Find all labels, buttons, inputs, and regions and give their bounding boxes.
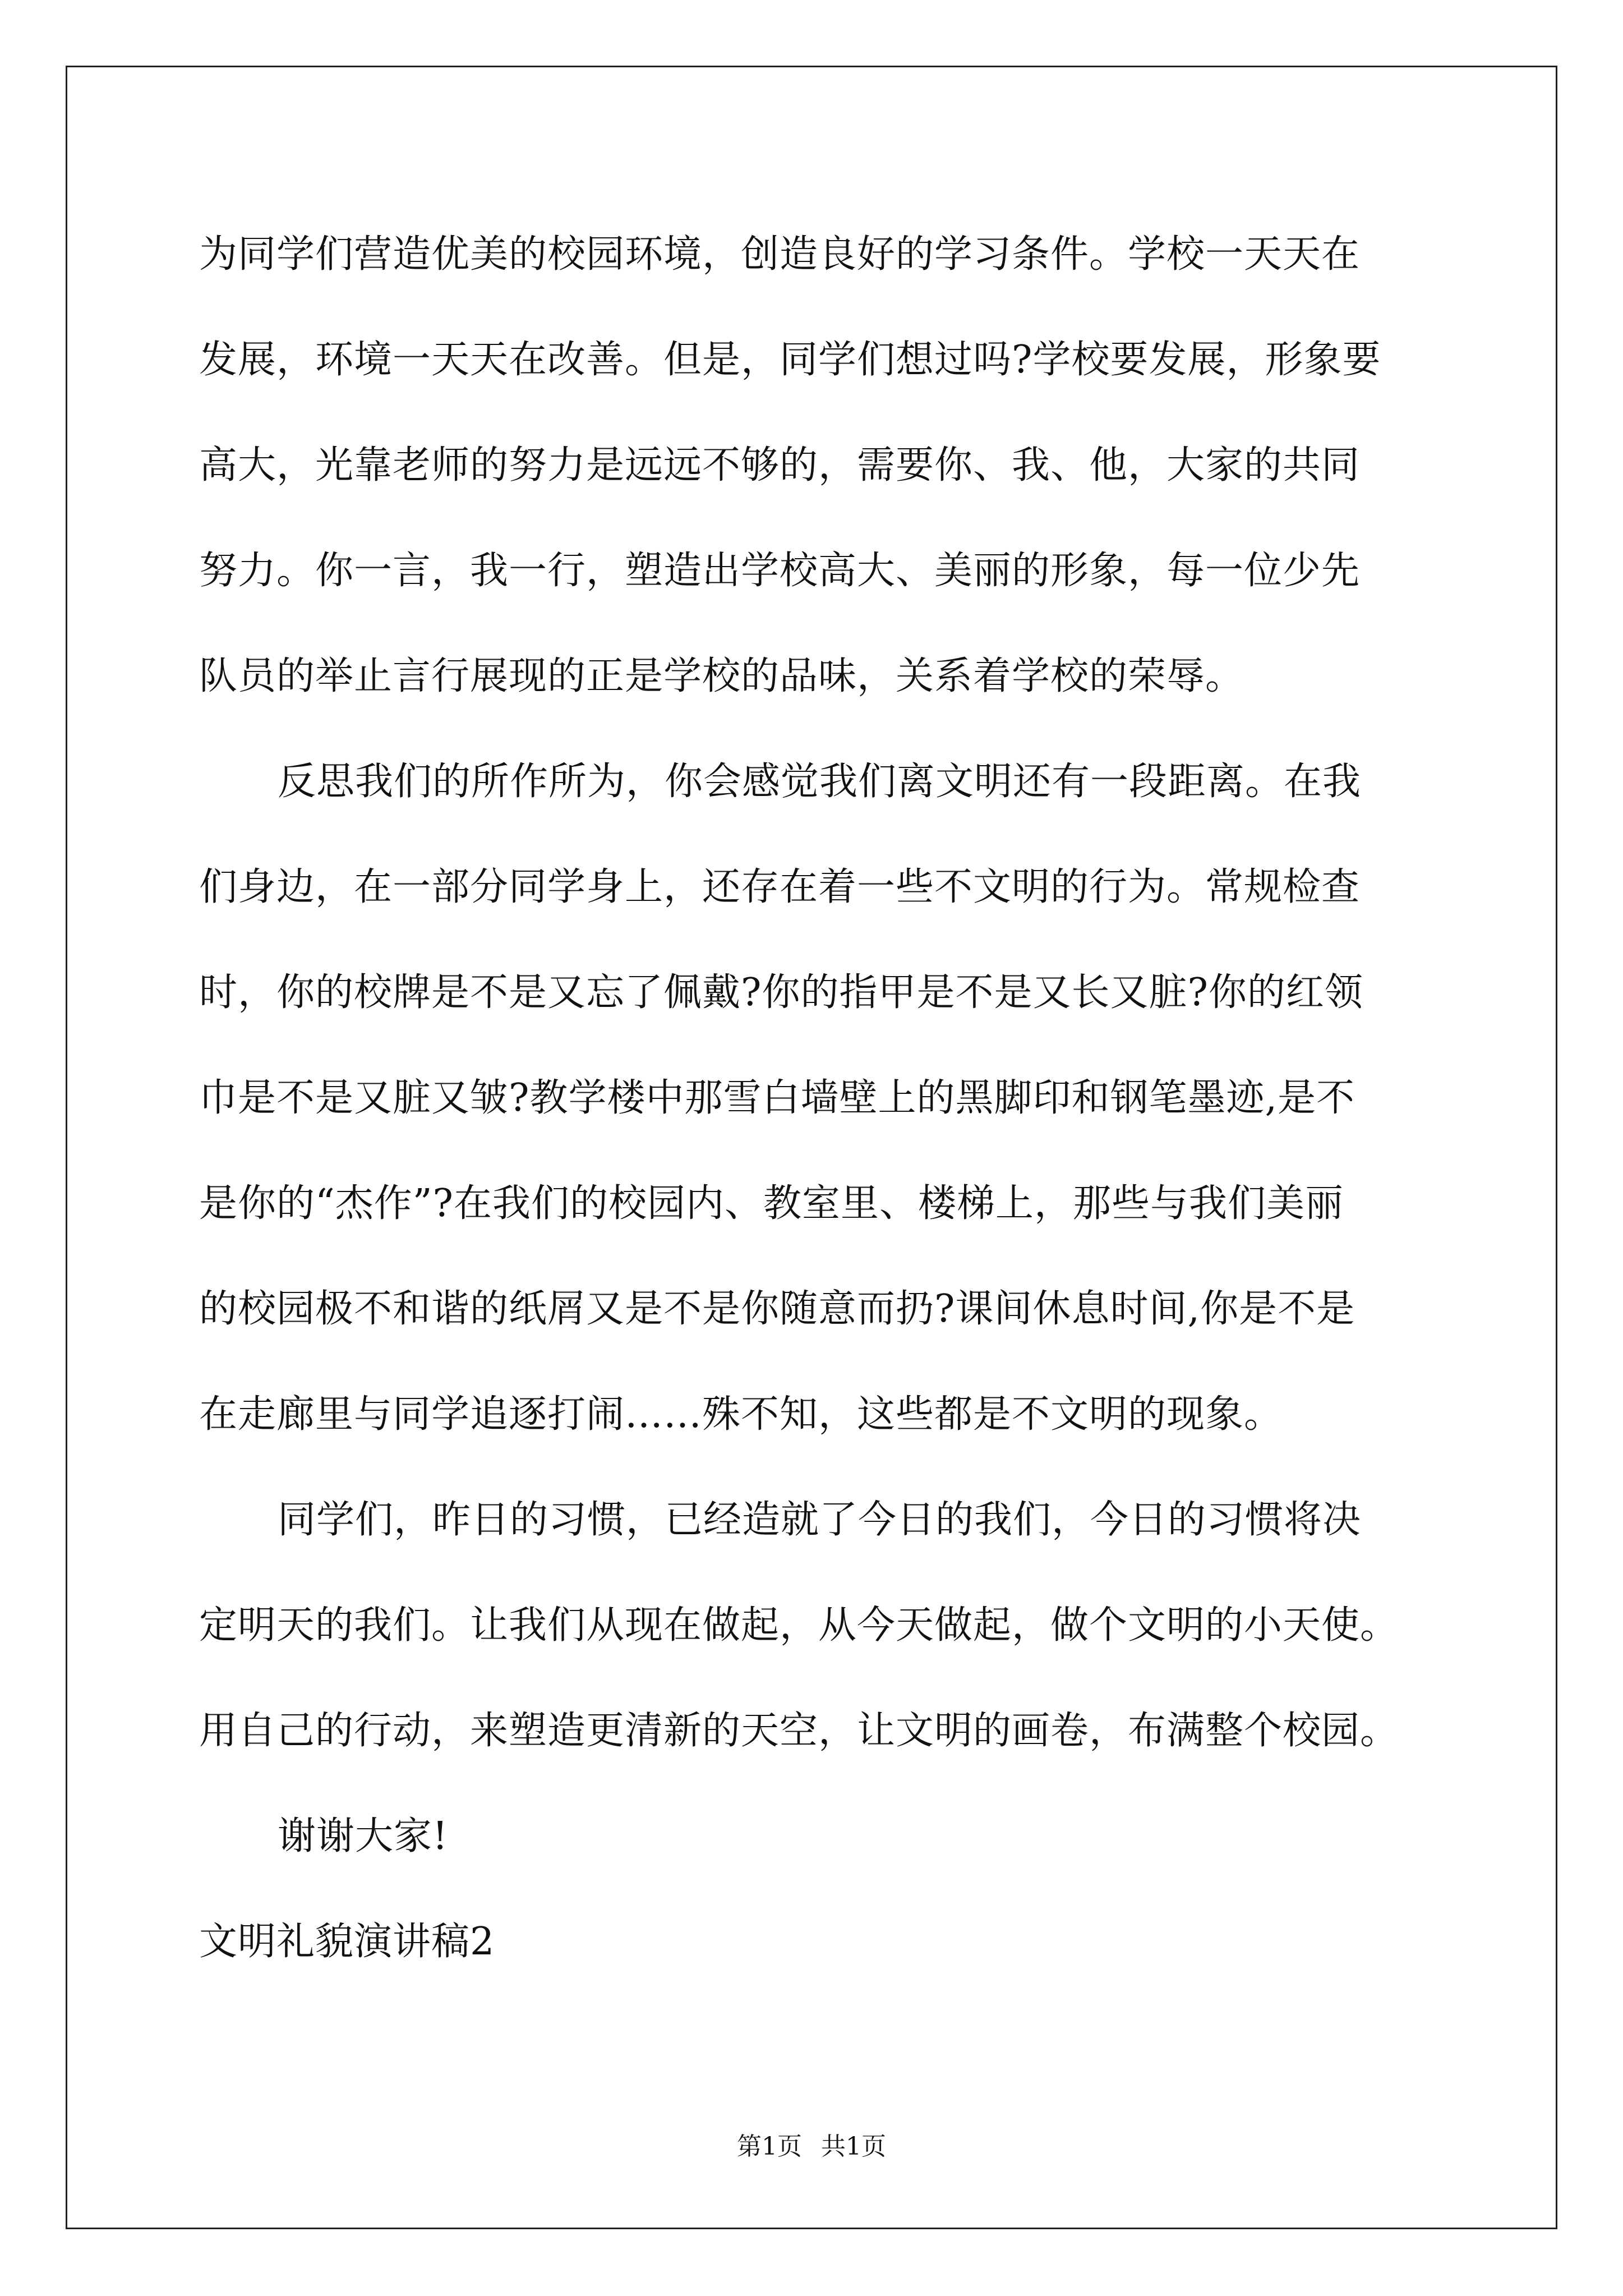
page-footer xyxy=(0,2126,1623,2162)
text-line: 在走廊里与同学追逐打闹……殊不知，这些都是不文明的现象。 xyxy=(199,1392,1283,1437)
text-line: 发展，环境一天天在改善。但是，同学们想过吗?学校要发展，形象要 xyxy=(199,338,1381,382)
text-line: 时，你的校牌是不是又忘了佩戴?你的指甲是不是又长又脏?你的红领 xyxy=(199,970,1363,1015)
text-line: 反思我们的所作所为，你会感觉我们离文明还有一段距离。在我 xyxy=(278,760,1362,804)
text-line: 定明天的我们。让我们从现在做起，从今天做起，做个文明的小天使。 xyxy=(199,1603,1399,1648)
text-line: 们身边，在一部分同学身上，还存在着一些不文明的行为。常规检查 xyxy=(199,865,1361,909)
text-line: 用自己的行动，来塑造更清新的天空，让文明的画卷，布满整个校园。 xyxy=(199,1709,1399,1753)
page-number: 第1页 xyxy=(737,2132,802,2161)
text-line: 为同学们营造优美的校园环境，创造良好的学习条件。学校一天天在 xyxy=(199,232,1361,277)
text-line: 努力。你一言，我一行，塑造出学校高大、美丽的形象，每一位少先 xyxy=(199,549,1361,593)
text-line: 同学们，昨日的习惯，已经造就了今日的我们，今日的习惯将决 xyxy=(278,1498,1362,1542)
document-body xyxy=(199,202,1450,1995)
closing-line: 谢谢大家! xyxy=(278,1814,449,1858)
text-line: 是你的“杰作”?在我们的校园内、教室里、楼梯上，那些与我们美丽 xyxy=(199,1181,1344,1226)
text-line: 的校园极不和谐的纸屑又是不是你随意而扔?课间休息时间,你是不是 xyxy=(199,1287,1355,1331)
text-line: 高大，光靠老师的努力是远远不够的，需要你、我、他，大家的共同 xyxy=(199,443,1361,487)
section-title: 文明礼貌演讲稿2 xyxy=(199,1920,495,1964)
text-line: 队员的举止言行展现的正是学校的品味，关系着学校的荣辱。 xyxy=(199,654,1244,698)
text-line: 巾是不是又脏又皱?教学楼中那雪白墙壁上的黑脚印和钢笔墨迹,是不 xyxy=(199,1076,1355,1120)
page-total: 共1页 xyxy=(821,2132,886,2161)
